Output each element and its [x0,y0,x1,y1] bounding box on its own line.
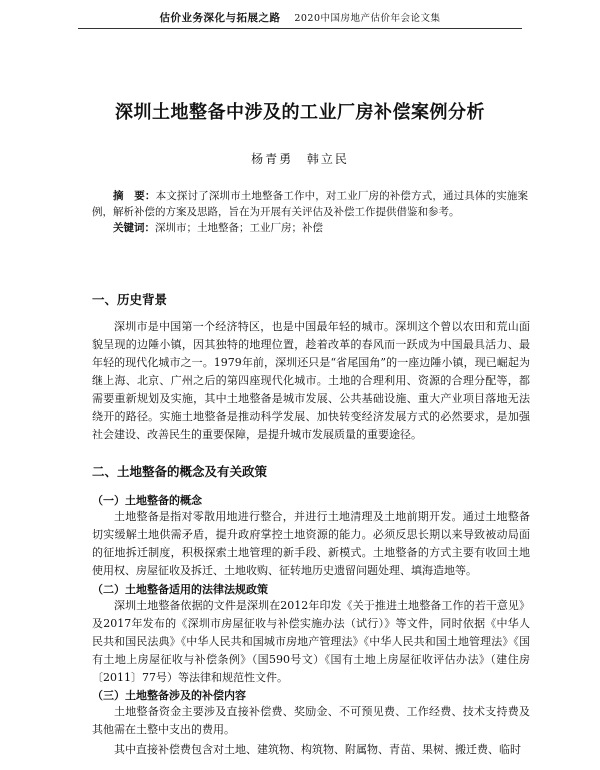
paragraph: 土地整备是指对零散用地进行整合，并进行土地清理及土地前期开发。通过土地整备切实缓解土地供需矛盾，提升政府掌控土地资源的能力。必须反思长期以来导致被动局面的征地拆迁制度，积极探索土地管理的新手段、新模式。土地整备的方式主要有收回土地使用权、房屋征收及拆迁、土地收购、征转地历史遗留问题处理、填海造地等。 [92,510,530,577]
running-header [0,10,600,25]
paragraph: 深圳土地整备依据的文件是深圳在2012年印发《关于推进土地整备工作的若干意见》及2017年发布的《深圳市房屋征收与补偿实施办法（试行）》等文件，同时依据《中华人民共和国民法典》《中华人民共和国城市房地产管理法》《中华人民共和国土地管理法》《国有土地上房屋征收与补偿条例》（国590号文）《国有土地上房屋征收评估办法》（建住房〔2011〕77号）等法律和规范性文件。 [92,599,530,684]
author-name: 韩立民 [306,152,349,166]
subsection-heading: （二）土地整备适用的法律法规政策 [92,583,268,596]
keywords-label: 关键词： [113,222,155,234]
header-rule [78,28,522,29]
abstract [92,188,528,220]
subsection-heading: （三）土地整备涉及的补偿内容 [92,689,246,702]
keywords-text: 深圳市；土地整备；工业厂房；补偿 [155,222,323,234]
abstract-label: 摘 要： [113,190,156,202]
header-series-title: 估价业务深化与拓展之路 [159,12,281,24]
keywords [92,220,528,236]
section-heading: 一、历史背景 [92,292,168,307]
header-book-title: 2020中国房地产估价年会论文集 [294,13,441,24]
article-title: 深圳土地整备中涉及的工业厂房补偿案例分析 [115,102,485,123]
paragraph: 土地整备资金主要涉及直接补偿费、奖励金、不可预见费、工作经费、技术支持费及其他需在土整中支出的费用。 [92,705,530,736]
abstract-text: 本文探讨了深圳市土地整备工作中，对工业厂房的补偿方式，通过具体的实施案例，解析补偿的方案及思路，旨在为开展有关评估及补偿工作提供借鉴和参考。 [92,190,529,218]
subsection-heading: （一）土地整备的概念 [92,494,202,507]
author-name: 杨青勇 [251,152,294,166]
paragraph: 其中直接补偿费包含对土地、建筑物、构筑物、附属物、青苗、果树、搬迁费、临时 [114,743,521,756]
paragraph: 深圳市是中国第一个经济特区，也是中国最年轻的城市。深圳这个曾以农田和荒山面貌呈现的边陲小镇，因其独特的地理位置，趁着改革的春风而一跃成为中国最具活力、最年轻的现代化城市之一。1979年前，深圳还只是“省尾国角”的一座边陲小镇，现已崛起为继上海、北京、广州之后的第四座现代化城市。土地的合理利用、资源的合理分配等，都需要重新规划及实施，其中土地整备是城市发展、公共基础设施、重大产业项目落地无法绕开的路径。实施土地整备是推动科学发展、加快转变经济发展方式的必然要求，是加强社会建设、改善民生的重要保障，是提升城市发展质量的重要途径。 [92,320,530,441]
section-heading: 二、土地整备的概念及有关政策 [92,464,268,479]
authors [0,150,600,167]
